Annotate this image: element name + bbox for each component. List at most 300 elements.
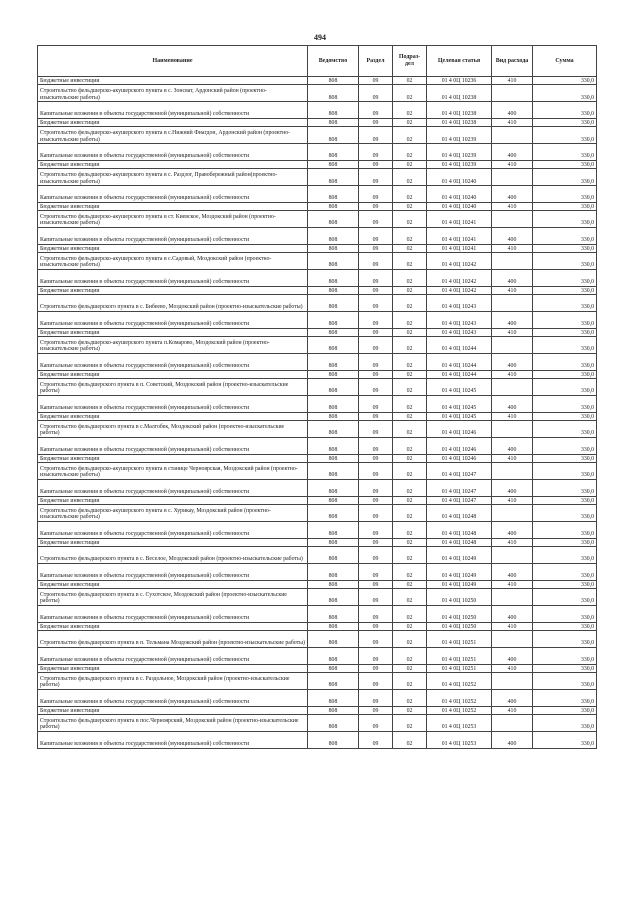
cell-department: 808: [308, 622, 359, 630]
table-row: [38, 496, 597, 504]
cell-expense-type: 400: [492, 522, 533, 539]
cell-amount: 330,0: [533, 253, 597, 270]
table-row: [38, 454, 597, 462]
cell-target-article: 01 4 0Ц 10251: [427, 647, 492, 664]
cell-amount: 330,0: [533, 454, 597, 462]
cell-subsection: 02: [393, 547, 427, 564]
cell-target-article: 01 4 0Ц 10253: [427, 715, 492, 732]
cell-amount: 330,0: [533, 421, 597, 438]
cell-name: Строительство фельдшерско-акушерского пункта в с. Зонсват, Ардонский район (проектно-изыскательские работы): [38, 85, 308, 102]
cell-subsection: 02: [393, 77, 427, 85]
cell-target-article: 01 4 0Ц 10250: [427, 606, 492, 623]
cell-name: Бюджетные инвестиции: [38, 454, 308, 462]
cell-target-article: 01 4 0Ц 10250: [427, 589, 492, 606]
cell-amount: 330,0: [533, 127, 597, 144]
cell-department: 808: [308, 102, 359, 119]
cell-amount: 330,0: [533, 160, 597, 168]
cell-department: 808: [308, 580, 359, 588]
cell-name: Капитальные вложения в объекты государственной (муниципальной) собственности: [38, 564, 308, 581]
cell-name: Капитальные вложения в объекты государственной (муниципальной) собственности: [38, 186, 308, 203]
cell-section: 09: [359, 496, 393, 504]
cell-subsection: 02: [393, 102, 427, 119]
cell-expense-type: 400: [492, 270, 533, 287]
cell-department: 808: [308, 186, 359, 203]
table-row: [38, 715, 597, 732]
table-row: [38, 522, 597, 539]
cell-subsection: 02: [393, 370, 427, 378]
cell-target-article: 01 4 0Ц 10253: [427, 731, 492, 748]
cell-amount: 330,0: [533, 337, 597, 354]
cell-name: Капитальные вложения в объекты государственной (муниципальной) собственности: [38, 606, 308, 623]
cell-name: Бюджетные инвестиции: [38, 496, 308, 504]
cell-section: 09: [359, 144, 393, 161]
cell-department: 808: [308, 522, 359, 539]
cell-name: Бюджетные инвестиции: [38, 370, 308, 378]
cell-target-article: 01 4 0Ц 10243: [427, 295, 492, 312]
cell-target-article: 01 4 0Ц 10241: [427, 244, 492, 252]
table-row: [38, 169, 597, 186]
table-row: [38, 118, 597, 126]
table-row: [38, 244, 597, 252]
cell-subsection: 02: [393, 622, 427, 630]
page-number: 494: [314, 33, 326, 42]
cell-department: 808: [308, 731, 359, 748]
cell-target-article: 01 4 0Ц 10246: [427, 454, 492, 462]
cell-target-article: 01 4 0Ц 10244: [427, 370, 492, 378]
cell-subsection: 02: [393, 211, 427, 228]
cell-name: Строительство фельдшерского пункта в с. Бибеево, Моздокский район (проектно-изыскательские работы): [38, 295, 308, 312]
cell-section: 09: [359, 664, 393, 672]
table-row: [38, 673, 597, 690]
cell-expense-type: 400: [492, 228, 533, 245]
cell-expense-type: 410: [492, 496, 533, 504]
cell-name: Строительство фельдшерского пункта в с.Малгобек, Моздокский район (проектно-изыскательские работы): [38, 421, 308, 438]
cell-expense-type: 410: [492, 370, 533, 378]
table-row: [38, 102, 597, 119]
cell-amount: 330,0: [533, 370, 597, 378]
table-row: [38, 160, 597, 168]
cell-department: 808: [308, 647, 359, 664]
cell-section: 09: [359, 454, 393, 462]
cell-name: Бюджетные инвестиции: [38, 202, 308, 210]
cell-name: Капитальные вложения в объекты государственной (муниципальной) собственности: [38, 522, 308, 539]
cell-subsection: 02: [393, 127, 427, 144]
cell-subsection: 02: [393, 664, 427, 672]
table-row: [38, 211, 597, 228]
cell-subsection: 02: [393, 295, 427, 312]
cell-subsection: 02: [393, 160, 427, 168]
cell-department: 808: [308, 715, 359, 732]
cell-name: Капитальные вложения в объекты государственной (муниципальной) собственности: [38, 354, 308, 371]
cell-expense-type: 410: [492, 328, 533, 336]
cell-amount: 330,0: [533, 731, 597, 748]
cell-department: 808: [308, 202, 359, 210]
cell-section: 09: [359, 412, 393, 420]
cell-amount: 330,0: [533, 186, 597, 203]
table-row: [38, 589, 597, 606]
cell-target-article: 01 4 0Ц 10247: [427, 480, 492, 497]
table-row: [38, 606, 597, 623]
cell-amount: 330,0: [533, 647, 597, 664]
cell-expense-type: [492, 547, 533, 564]
cell-subsection: 02: [393, 354, 427, 371]
cell-amount: 330,0: [533, 295, 597, 312]
cell-department: 808: [308, 480, 359, 497]
cell-expense-type: 410: [492, 118, 533, 126]
cell-name: Капитальные вложения в объекты государственной (муниципальной) собственности: [38, 731, 308, 748]
cell-name: Бюджетные инвестиции: [38, 244, 308, 252]
column-header-target-article: Целевая статья: [427, 46, 492, 77]
cell-name: Капитальные вложения в объекты государственной (муниципальной) собственности: [38, 647, 308, 664]
column-header-section: Раздел: [359, 46, 393, 77]
cell-section: 09: [359, 538, 393, 546]
table-row: [38, 328, 597, 336]
cell-amount: 330,0: [533, 328, 597, 336]
cell-target-article: 01 4 0Ц 10246: [427, 421, 492, 438]
cell-expense-type: [492, 421, 533, 438]
cell-name: Строительство фельдшерского пункта в с. Веселое, Моздокский район (проектно-изыскательские работы): [38, 547, 308, 564]
cell-subsection: 02: [393, 228, 427, 245]
cell-expense-type: 410: [492, 202, 533, 210]
cell-subsection: 02: [393, 312, 427, 329]
cell-section: 09: [359, 647, 393, 664]
cell-target-article: 01 4 0Ц 10243: [427, 312, 492, 329]
table-row: [38, 295, 597, 312]
cell-subsection: 02: [393, 715, 427, 732]
cell-target-article: 01 4 0Ц 10244: [427, 354, 492, 371]
cell-amount: 330,0: [533, 606, 597, 623]
table-row: [38, 622, 597, 630]
cell-subsection: 02: [393, 496, 427, 504]
cell-expense-type: 400: [492, 647, 533, 664]
cell-department: 808: [308, 312, 359, 329]
table-row: [38, 270, 597, 287]
table-row: [38, 580, 597, 588]
cell-amount: 330,0: [533, 354, 597, 371]
cell-amount: 330,0: [533, 522, 597, 539]
cell-expense-type: 400: [492, 396, 533, 413]
table-row: [38, 127, 597, 144]
table-row: [38, 689, 597, 706]
cell-amount: 330,0: [533, 622, 597, 630]
cell-subsection: 02: [393, 454, 427, 462]
cell-section: 09: [359, 547, 393, 564]
cell-amount: 330,0: [533, 202, 597, 210]
cell-name: Капитальные вложения в объекты государственной (муниципальной) собственности: [38, 689, 308, 706]
cell-subsection: 02: [393, 412, 427, 420]
table-row: [38, 337, 597, 354]
cell-amount: 330,0: [533, 85, 597, 102]
cell-expense-type: [492, 631, 533, 648]
cell-name: Бюджетные инвестиции: [38, 160, 308, 168]
cell-name: Бюджетные инвестиции: [38, 286, 308, 294]
column-header-name: Наименование: [38, 46, 308, 77]
cell-amount: 330,0: [533, 538, 597, 546]
cell-amount: 330,0: [533, 118, 597, 126]
table-row: [38, 438, 597, 455]
cell-expense-type: 410: [492, 77, 533, 85]
cell-amount: 330,0: [533, 589, 597, 606]
cell-target-article: 01 4 0Ц 10247: [427, 496, 492, 504]
cell-subsection: 02: [393, 169, 427, 186]
cell-section: 09: [359, 118, 393, 126]
cell-subsection: 02: [393, 631, 427, 648]
cell-section: 09: [359, 228, 393, 245]
cell-section: 09: [359, 354, 393, 371]
cell-expense-type: 410: [492, 664, 533, 672]
cell-target-article: 01 4 0Ц 10243: [427, 328, 492, 336]
cell-target-article: 01 4 0Ц 10249: [427, 547, 492, 564]
cell-section: 09: [359, 85, 393, 102]
cell-amount: 330,0: [533, 580, 597, 588]
cell-expense-type: 400: [492, 186, 533, 203]
cell-expense-type: 400: [492, 354, 533, 371]
cell-section: 09: [359, 421, 393, 438]
cell-department: 808: [308, 286, 359, 294]
cell-department: 808: [308, 706, 359, 714]
column-header-amount: Сумма: [533, 46, 597, 77]
cell-name: Капитальные вложения в объекты государственной (муниципальной) собственности: [38, 312, 308, 329]
table-row: [38, 85, 597, 102]
cell-section: 09: [359, 731, 393, 748]
table-row: [38, 547, 597, 564]
cell-amount: 330,0: [533, 706, 597, 714]
table-row: [38, 253, 597, 270]
cell-department: 808: [308, 496, 359, 504]
cell-name: Бюджетные инвестиции: [38, 412, 308, 420]
cell-expense-type: [492, 211, 533, 228]
cell-name: Строительство фельдшерско-акушерского пункта в с. Раздзог, Правобережный район(проектно-изыскательские работы): [38, 169, 308, 186]
cell-expense-type: 400: [492, 606, 533, 623]
cell-department: 808: [308, 328, 359, 336]
table-row: [38, 228, 597, 245]
cell-name: Строительство фельдшерского пункта в пос.Черноярский, Моздокский район (проектно-изыскательские работы): [38, 715, 308, 732]
cell-name: Бюджетные инвестиции: [38, 706, 308, 714]
cell-amount: 330,0: [533, 673, 597, 690]
cell-target-article: 01 4 0Ц 10242: [427, 286, 492, 294]
cell-amount: 330,0: [533, 102, 597, 119]
cell-target-article: 01 4 0Ц 10240: [427, 186, 492, 203]
cell-name: Бюджетные инвестиции: [38, 538, 308, 546]
cell-amount: 330,0: [533, 270, 597, 287]
cell-section: 09: [359, 438, 393, 455]
cell-amount: 330,0: [533, 715, 597, 732]
cell-target-article: 01 4 0Ц 10252: [427, 706, 492, 714]
cell-expense-type: 410: [492, 622, 533, 630]
cell-name: Бюджетные инвестиции: [38, 328, 308, 336]
table-row: [38, 731, 597, 748]
cell-subsection: 02: [393, 706, 427, 714]
cell-name: Капитальные вложения в объекты государственной (муниципальной) собственности: [38, 396, 308, 413]
cell-name: Строительство фельдшерского пункта в п. Советский, Моздокский район (проектно-изыскательские работы): [38, 379, 308, 396]
cell-target-article: 01 4 0Ц 10241: [427, 228, 492, 245]
table-row: [38, 564, 597, 581]
table-row: [38, 706, 597, 714]
table-row: [38, 379, 597, 396]
cell-subsection: 02: [393, 522, 427, 539]
column-header-subsection: Подраз-дел: [393, 46, 427, 77]
cell-target-article: 01 4 0Ц 10245: [427, 412, 492, 420]
table-row: [38, 421, 597, 438]
cell-subsection: 02: [393, 606, 427, 623]
cell-target-article: 01 4 0Ц 10240: [427, 169, 492, 186]
cell-target-article: 01 4 0Ц 10242: [427, 253, 492, 270]
cell-section: 09: [359, 396, 393, 413]
cell-target-article: 01 4 0Ц 10241: [427, 211, 492, 228]
cell-department: 808: [308, 412, 359, 420]
cell-subsection: 02: [393, 731, 427, 748]
cell-target-article: 01 4 0Ц 10245: [427, 379, 492, 396]
cell-subsection: 02: [393, 337, 427, 354]
cell-department: 808: [308, 505, 359, 522]
cell-amount: 330,0: [533, 505, 597, 522]
cell-department: 808: [308, 379, 359, 396]
table-row: [38, 396, 597, 413]
cell-expense-type: [492, 337, 533, 354]
cell-department: 808: [308, 463, 359, 480]
cell-subsection: 02: [393, 144, 427, 161]
cell-name: Бюджетные инвестиции: [38, 622, 308, 630]
cell-section: 09: [359, 169, 393, 186]
cell-department: 808: [308, 354, 359, 371]
cell-department: 808: [308, 689, 359, 706]
cell-section: 09: [359, 580, 393, 588]
cell-amount: 330,0: [533, 144, 597, 161]
cell-subsection: 02: [393, 379, 427, 396]
cell-subsection: 02: [393, 689, 427, 706]
cell-department: 808: [308, 606, 359, 623]
cell-expense-type: [492, 253, 533, 270]
cell-department: 808: [308, 228, 359, 245]
cell-target-article: 01 4 0Ц 10245: [427, 396, 492, 413]
table-row: [38, 647, 597, 664]
cell-target-article: 01 4 0Ц 10248: [427, 522, 492, 539]
cell-section: 09: [359, 480, 393, 497]
cell-subsection: 02: [393, 253, 427, 270]
cell-amount: 330,0: [533, 664, 597, 672]
cell-section: 09: [359, 370, 393, 378]
cell-expense-type: 410: [492, 538, 533, 546]
cell-name: Строительство фельдшерско-акушерского пункта в ст. Киевское, Моздокский район (проектно-изыскательские работы): [38, 211, 308, 228]
cell-section: 09: [359, 312, 393, 329]
cell-amount: 330,0: [533, 169, 597, 186]
table-row: [38, 286, 597, 294]
cell-subsection: 02: [393, 396, 427, 413]
cell-expense-type: 400: [492, 312, 533, 329]
cell-section: 09: [359, 589, 393, 606]
cell-department: 808: [308, 118, 359, 126]
cell-target-article: 01 4 0Ц 10238: [427, 118, 492, 126]
cell-name: Строительство фельдшерско-акушерского пункта п.Комарово, Моздокский район (проектно-изыскательские работы): [38, 337, 308, 354]
cell-name: Капитальные вложения в объекты государственной (муниципальной) собственности: [38, 270, 308, 287]
cell-section: 09: [359, 253, 393, 270]
cell-target-article: 01 4 0Ц 10238: [427, 85, 492, 102]
cell-department: 808: [308, 169, 359, 186]
cell-department: 808: [308, 631, 359, 648]
cell-name: Бюджетные инвестиции: [38, 580, 308, 588]
cell-amount: 330,0: [533, 689, 597, 706]
table-row: [38, 463, 597, 480]
table-row: [38, 631, 597, 648]
cell-section: 09: [359, 622, 393, 630]
cell-section: 09: [359, 244, 393, 252]
cell-expense-type: [492, 85, 533, 102]
cell-section: 09: [359, 337, 393, 354]
table-row: [38, 412, 597, 420]
cell-subsection: 02: [393, 186, 427, 203]
cell-department: 808: [308, 77, 359, 85]
cell-subsection: 02: [393, 538, 427, 546]
cell-amount: 330,0: [533, 312, 597, 329]
cell-expense-type: [492, 673, 533, 690]
cell-target-article: 01 4 0Ц 10242: [427, 270, 492, 287]
cell-expense-type: 410: [492, 160, 533, 168]
cell-section: 09: [359, 160, 393, 168]
cell-expense-type: 400: [492, 438, 533, 455]
cell-expense-type: [492, 379, 533, 396]
cell-expense-type: [492, 505, 533, 522]
cell-subsection: 02: [393, 647, 427, 664]
cell-section: 09: [359, 631, 393, 648]
cell-department: 808: [308, 244, 359, 252]
cell-section: 09: [359, 186, 393, 203]
cell-expense-type: 400: [492, 144, 533, 161]
cell-target-article: 01 4 0Ц 10244: [427, 337, 492, 354]
cell-target-article: 01 4 0Ц 10246: [427, 438, 492, 455]
cell-department: 808: [308, 295, 359, 312]
cell-expense-type: [492, 295, 533, 312]
table-row: [38, 312, 597, 329]
cell-section: 09: [359, 606, 393, 623]
cell-target-article: 01 4 0Ц 10240: [427, 202, 492, 210]
cell-department: 808: [308, 538, 359, 546]
cell-amount: 330,0: [533, 547, 597, 564]
cell-subsection: 02: [393, 438, 427, 455]
column-header-department: Ведомство: [308, 46, 359, 77]
cell-amount: 330,0: [533, 379, 597, 396]
cell-amount: 330,0: [533, 480, 597, 497]
cell-expense-type: 410: [492, 286, 533, 294]
cell-section: 09: [359, 202, 393, 210]
cell-name: Бюджетные инвестиции: [38, 77, 308, 85]
cell-amount: 330,0: [533, 286, 597, 294]
cell-section: 09: [359, 505, 393, 522]
cell-target-article: 01 4 0Ц 10249: [427, 564, 492, 581]
cell-section: 09: [359, 522, 393, 539]
cell-section: 09: [359, 379, 393, 396]
cell-amount: 330,0: [533, 438, 597, 455]
table-row: [38, 186, 597, 203]
cell-section: 09: [359, 689, 393, 706]
cell-expense-type: [492, 127, 533, 144]
cell-expense-type: 410: [492, 454, 533, 462]
cell-expense-type: [492, 715, 533, 732]
cell-section: 09: [359, 270, 393, 287]
cell-subsection: 02: [393, 673, 427, 690]
cell-section: 09: [359, 463, 393, 480]
cell-section: 09: [359, 77, 393, 85]
cell-department: 808: [308, 547, 359, 564]
cell-subsection: 02: [393, 85, 427, 102]
cell-target-article: 01 4 0Ц 10248: [427, 538, 492, 546]
cell-department: 808: [308, 673, 359, 690]
cell-target-article: 01 4 0Ц 10236: [427, 77, 492, 85]
cell-department: 808: [308, 454, 359, 462]
cell-expense-type: 400: [492, 102, 533, 119]
cell-department: 808: [308, 370, 359, 378]
cell-amount: 330,0: [533, 211, 597, 228]
cell-subsection: 02: [393, 480, 427, 497]
